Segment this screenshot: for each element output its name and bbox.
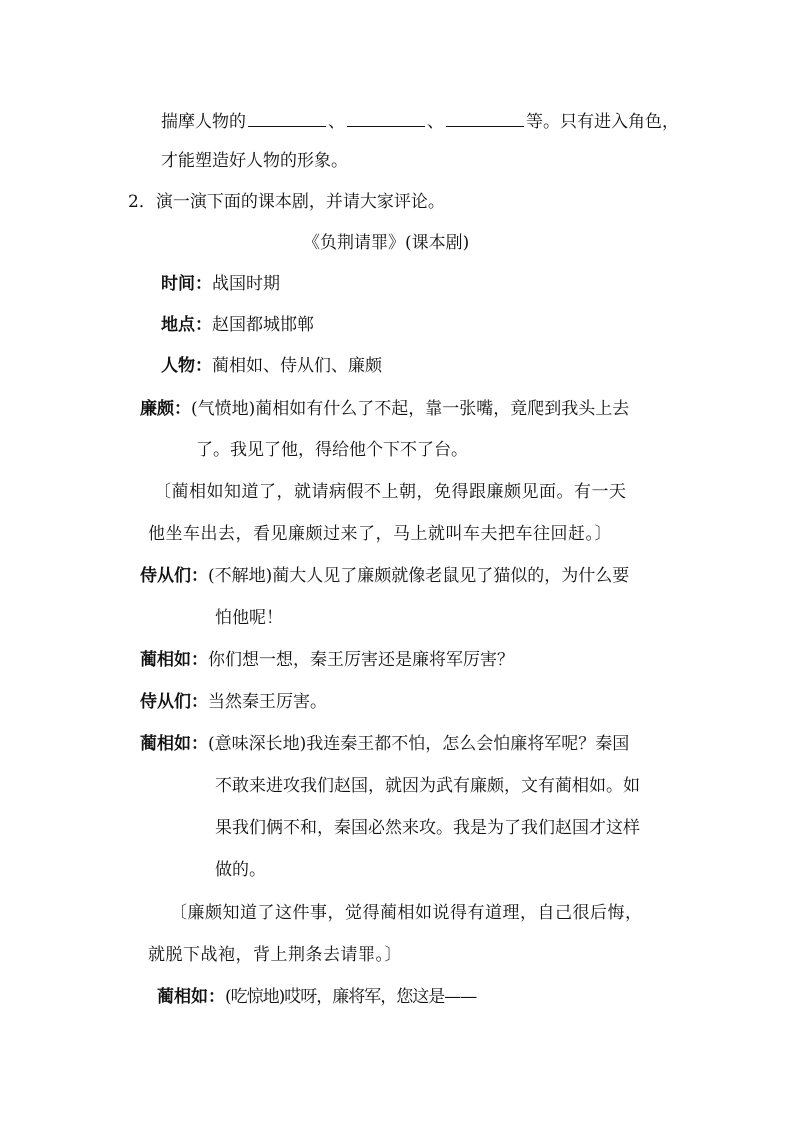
play-time xyxy=(161,272,280,296)
intro-line-2: 才能塑造好人物的形象。 xyxy=(161,151,348,171)
intro-sep-1: 、 xyxy=(328,112,345,132)
servants-dialogue-2 xyxy=(140,690,327,714)
dialogue-text: 当然秦王厉害。 xyxy=(208,692,327,712)
servants-dialogue-line-1 xyxy=(140,564,629,588)
people-label: 人物： xyxy=(161,356,212,376)
speaker-servants: 侍从们： xyxy=(140,692,208,712)
lin-dialogue-3 xyxy=(157,985,476,1009)
lin-dialogue-2-line-3: 果我们俩不和，秦国必然来攻。我是为了我们赵国才这样 xyxy=(215,818,640,838)
speaker-servants: 侍从们： xyxy=(140,566,208,586)
item-2-text: 演一演下面的课本剧，并请大家评论。 xyxy=(155,192,445,212)
answer-blank-1 xyxy=(248,108,326,127)
speaker-lin: 蔺相如： xyxy=(140,734,208,754)
intro-prefix: 揣摩人物的 xyxy=(161,112,246,132)
intro-suffix: 等。只有进入角色， xyxy=(526,112,679,132)
item-2-number: 2． xyxy=(128,192,156,212)
lin-dialogue-2-line-4: 做的。 xyxy=(215,860,266,880)
time-value: 战国时期 xyxy=(212,274,280,294)
lianpo-dialogue-line-1 xyxy=(140,397,629,421)
dialogue-text: (吃惊地)哎呀，廉将军，您这是—— xyxy=(225,987,477,1007)
item-2 xyxy=(128,190,445,214)
lianpo-dialogue-line-2: 了。我见了他，得给他个下不了台。 xyxy=(196,440,468,460)
intro-line-1 xyxy=(161,108,679,134)
stage-direction-2-line-1: 〔廉颇知道了这件事，觉得蔺相如说得有道理，自己很后悔， xyxy=(170,903,643,923)
stage-direction-1-line-1: 〔蔺相如知道了，就请病假不上朝，免得跟廉颇见面。有一天 xyxy=(154,482,627,502)
dialogue-text: (意味深长地)我连秦王都不怕，怎么会怕廉将军呢？秦国 xyxy=(208,734,630,754)
place-value: 赵国都城邯郸 xyxy=(212,315,314,335)
answer-blank-2 xyxy=(347,108,425,127)
play-place xyxy=(161,313,314,337)
stage-direction-1-line-2: 他坐车出去，看见廉颇过来了，马上就叫车夫把车往回赶。〕 xyxy=(148,524,612,544)
lin-dialogue-1 xyxy=(140,648,514,672)
dialogue-text: (不解地)蔺大人见了廉颇就像老鼠见了猫似的，为什么要 xyxy=(208,566,630,586)
dialogue-text: 你们想一想，秦王厉害还是廉将军厉害？ xyxy=(208,650,514,670)
speaker-lin: 蔺相如： xyxy=(140,650,208,670)
people-value: 蔺相如、侍从们、廉颇 xyxy=(212,356,382,376)
speaker-lianpo: 廉颇： xyxy=(140,399,191,419)
lin-dialogue-2-line-2: 不敢来进攻我们赵国，就因为武有廉颇，文有蔺相如。如 xyxy=(215,776,640,796)
place-label: 地点： xyxy=(161,315,212,335)
speaker-lin: 蔺相如： xyxy=(157,987,225,1007)
dialogue-text: (气愤地)蔺相如有什么了不起，靠一张嘴，竟爬到我头上去 xyxy=(191,399,630,419)
play-people xyxy=(161,354,382,378)
servants-dialogue-line-2: 怕他呢！ xyxy=(215,608,283,628)
stage-direction-2-line-2: 就脱下战袍，背上荆条去请罪。〕 xyxy=(148,945,402,965)
play-title: 《负荆请罪》(课本剧) xyxy=(303,233,470,253)
lin-dialogue-2-line-1 xyxy=(140,732,629,756)
intro-sep-2: 、 xyxy=(427,112,444,132)
time-label: 时间： xyxy=(161,274,212,294)
answer-blank-3 xyxy=(446,108,524,127)
